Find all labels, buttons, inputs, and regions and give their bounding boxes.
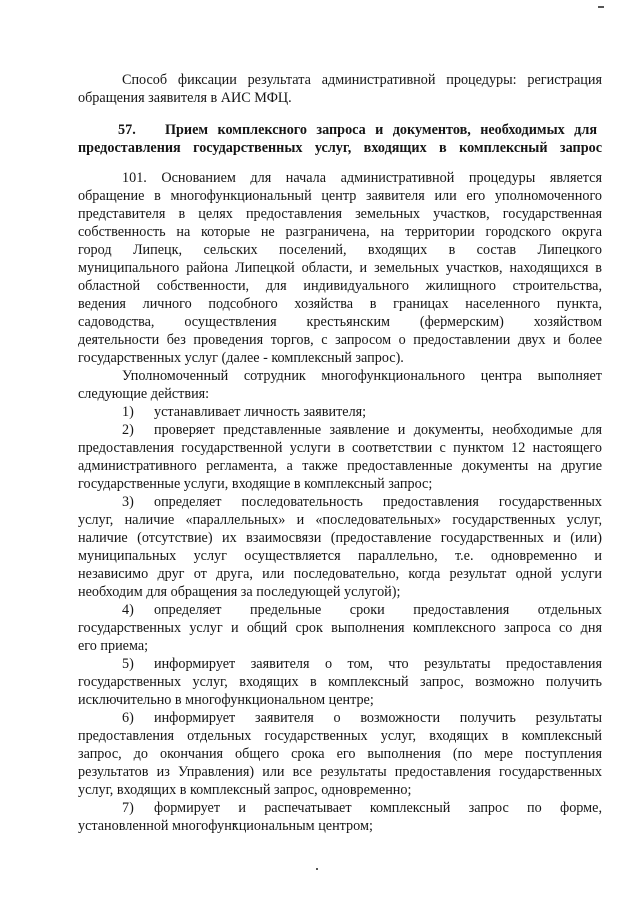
scan-mark-bottom	[316, 868, 318, 870]
list-item-line: независимо друг от друга, или последовательно, когда результат одной услуги	[78, 566, 602, 582]
section-title-line: Прием комплексного запроса и документов, необходимых для	[165, 122, 597, 138]
paragraph-line: 101. Основанием для начала административной процедуры является	[122, 170, 602, 186]
list-item-line: исключительно в многофункциональном центре;	[78, 692, 374, 708]
list-item-line: государственных услуг, входящих в комплексный запрос, возможно получить	[78, 674, 602, 690]
list-item-number: 1)	[122, 404, 134, 420]
intro-line: обращения заявителя в АИС МФЦ.	[78, 90, 292, 106]
list-item-line: муниципальных услуг осуществляется параллельно, т.е. одновременно и	[78, 548, 602, 564]
paragraph-line: областной собственности, для индивидуального жилищного строительства,	[78, 278, 602, 294]
list-item-line: услуг, входящих в комплексный запрос, одновременно;	[78, 782, 412, 798]
list-item-line: необходим для обращения за последующей услугой);	[78, 584, 401, 600]
list-item-line: государственных услуг и общий срок выполнения комплексного запроса со дня	[78, 620, 602, 636]
list-item-line: результатов из Управления) или все результаты предоставления государственных	[78, 764, 602, 780]
scan-mark-top	[598, 6, 604, 8]
paragraph-line: ведения личного подсобного хозяйства в границах населенного пункта,	[78, 296, 602, 312]
paragraph-line: муниципального района Липецкой области, и земельных участков, находящихся в	[78, 260, 602, 276]
list-item-number: 7)	[122, 800, 134, 816]
paragraph-line: государственных услуг (далее - комплексный запрос).	[78, 350, 404, 366]
list-item-line: запрос, до окончания общего срока его выполнения (по мере поступления	[78, 746, 602, 762]
paragraph-line: представителя в целях предоставления земельных участков, государственная	[78, 206, 602, 222]
list-item-line: информирует заявителя о возможности получить результаты	[154, 710, 602, 726]
list-item-line: государственные услуги, входящие в комплексный запрос;	[78, 476, 433, 492]
list-item-line: установленной многофункциональным центром;	[78, 818, 373, 834]
paragraph-line: деятельности без проведения торгов, с запросом о предоставлении двух и более	[78, 332, 602, 348]
list-item-line: наличие (отсутствие) их взаимосвязи (предоставление государственных и (или)	[78, 530, 602, 546]
list-item-line: его приема;	[78, 638, 149, 654]
list-item-line: проверяет представленные заявление и документы, необходимые для	[154, 422, 602, 438]
list-item-line: информирует заявителя о том, что результаты предоставления	[154, 656, 602, 672]
paragraph-line: город Липецк, сельских поселений, входящих в состав Липецкого	[78, 242, 602, 258]
section-number: 57.	[118, 122, 136, 138]
paragraph-line: следующие действия:	[78, 386, 210, 402]
paragraph-line: собственность на которые не разграничена, на территории городского округа	[78, 224, 602, 240]
list-item-line: устанавливает личность заявителя;	[154, 404, 367, 420]
list-item-number: 3)	[122, 494, 134, 510]
list-item-line: определяет предельные сроки предоставления отдельных	[154, 602, 602, 618]
list-item-line: административного регламента, а также предоставленные документы на другие	[78, 458, 602, 474]
section-title-line: предоставления государственных услуг, входящих в комплексный запрос	[78, 140, 602, 156]
intro-line: Способ фиксации результата административной процедуры: регистрация	[122, 72, 602, 88]
list-item-line: формирует и распечатывает комплексный запрос по форме,	[154, 800, 602, 816]
paragraph-line: садоводства, осуществления крестьянским (фермерским) хозяйством	[78, 314, 602, 330]
paragraph-line: обращение в многофункциональный центр заявителя или его уполномоченного	[78, 188, 602, 204]
list-item-number: 6)	[122, 710, 134, 726]
list-item-number: 2)	[122, 422, 134, 438]
list-item-line: предоставления отдельных государственных услуг, входящих в комплексный	[78, 728, 602, 744]
list-item-line: определяет последовательность предоставления государственных	[154, 494, 602, 510]
list-item-number: 5)	[122, 656, 134, 672]
list-item-line: предоставления государственной услуги в соответствии с пунктом 12 настоящего	[78, 440, 602, 456]
paragraph-line: Уполномоченный сотрудник многофункционального центра выполняет	[122, 368, 602, 384]
list-item-number: 4)	[122, 602, 134, 618]
list-item-line: услуг, наличие «параллельных» и «последовательных» государственных услуг,	[78, 512, 602, 528]
